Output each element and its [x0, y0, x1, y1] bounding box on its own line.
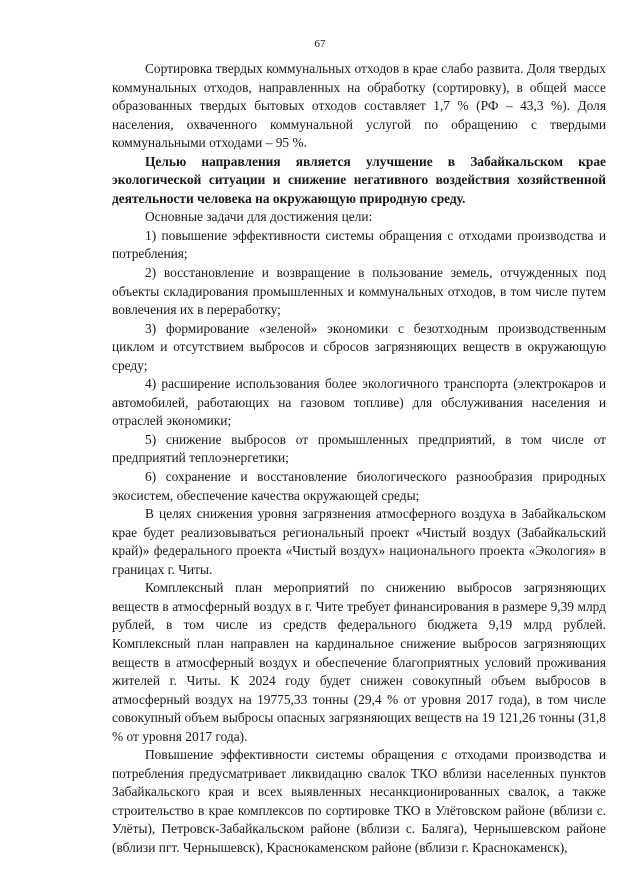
paragraph-waste-management: Повышение эффективности системы обращения с отходами производства и потребления предусматривает ликвидацию свалок ТКО вблизи населенных пунктов Забайкальского края и всех выявленных несанкционированных свалок, а также строительство в крае комплексов по сортировке ТКО в Улётовском районе (вблизи с. Улёты), Петровск-Забайкальском районе (вблизи с. Баляга), Чернышевском районе (вблизи пгт. Чернышевск), Краснокаменском районе (вблизи г. Краснокаменск),: [112, 747, 606, 855]
body-text: [112, 60, 606, 858]
paragraph-sorting-intro: Сортировка твердых коммунальных отходов в крае слабо развита. Доля твердых коммунальных отходов, направленных на обработку (сортировку), в общей массе образованных твердых бытовых отходов составляет 1,7 % (РФ – 43,3 %). Доля населения, охваченного коммунальной услугой по обращению с твердыми коммунальными отходами – 95 %.: [112, 61, 606, 151]
paragraph-goal: Целью направления является улучшение в Забайкальском крае экологической ситуации и снижение негативного воздействия хозяйственной деятельности человека на окружающую природную среду.: [112, 153, 606, 206]
paragraph-clean-air-project: В целях снижения уровня загрязнения атмосферного воздуха в Забайкальском крае будет реализовываться региональный проект «Чистый воздух (Забайкальский край)» федерального проекта «Чистый воздух» национального проекта «Экология» в границах г. Читы.: [112, 506, 606, 577]
page-number: 67: [314, 38, 326, 50]
paragraph-task-6: 6) сохранение и восстановление биологического разнообразия природных экосистем, обеспечение качества окружающей среды;: [112, 469, 606, 503]
paragraph-task-3: 3) формирование «зеленой» экономики с безотходным производственным циклом и отсутствием выбросов и сбросов загрязняющих веществ в окружающую среду;: [112, 320, 606, 373]
paragraph-task-2: 2) восстановление и возвращение в пользование земель, отчужденных под объекты складирования промышленных и коммунальных отходов, в том числе путем вовлечения их в переработку;: [112, 265, 606, 318]
paragraph-tasks-heading: Основные задачи для достижения цели:: [145, 209, 373, 225]
paragraph-task-5: 5) снижение выбросов от промышленных предприятий, в том числе от предприятий теплоэнергетики;: [112, 431, 606, 466]
paragraph-emissions-plan: Комплексный план мероприятий по снижению выбросов загрязняющих веществ в атмосферный воздух в г. Чите требует финансирования в размере 9,39 млрд рублей, в том числе из средств федерального бюджета 9,19 млрд рублей. Комплексный план направлен на кардинальное снижение выбросов загрязняющих веществ в атмосферный воздух и обеспечение благоприятных условий проживания жителей г. Читы. К 2024 году будет снижен совокупный объем выбросов в атмосферный воздух на 19775,33 тонны (29,4 % от уровня 2017 года), в том числе совокупный объем выбросы опасных загрязняющих веществ на 19 121,26 тонны (31,8 % от уровня 2017 года).: [112, 580, 606, 744]
paragraph-task-4: 4) расширение использования более экологичного транспорта (электрокаров и автомобилей, работающих на газовом топливе) для обслуживания населения и отраслей экономики;: [112, 376, 606, 429]
paragraph-task-1: 1) повышение эффективности системы обращения с отходами производства и потребления;: [112, 227, 606, 262]
